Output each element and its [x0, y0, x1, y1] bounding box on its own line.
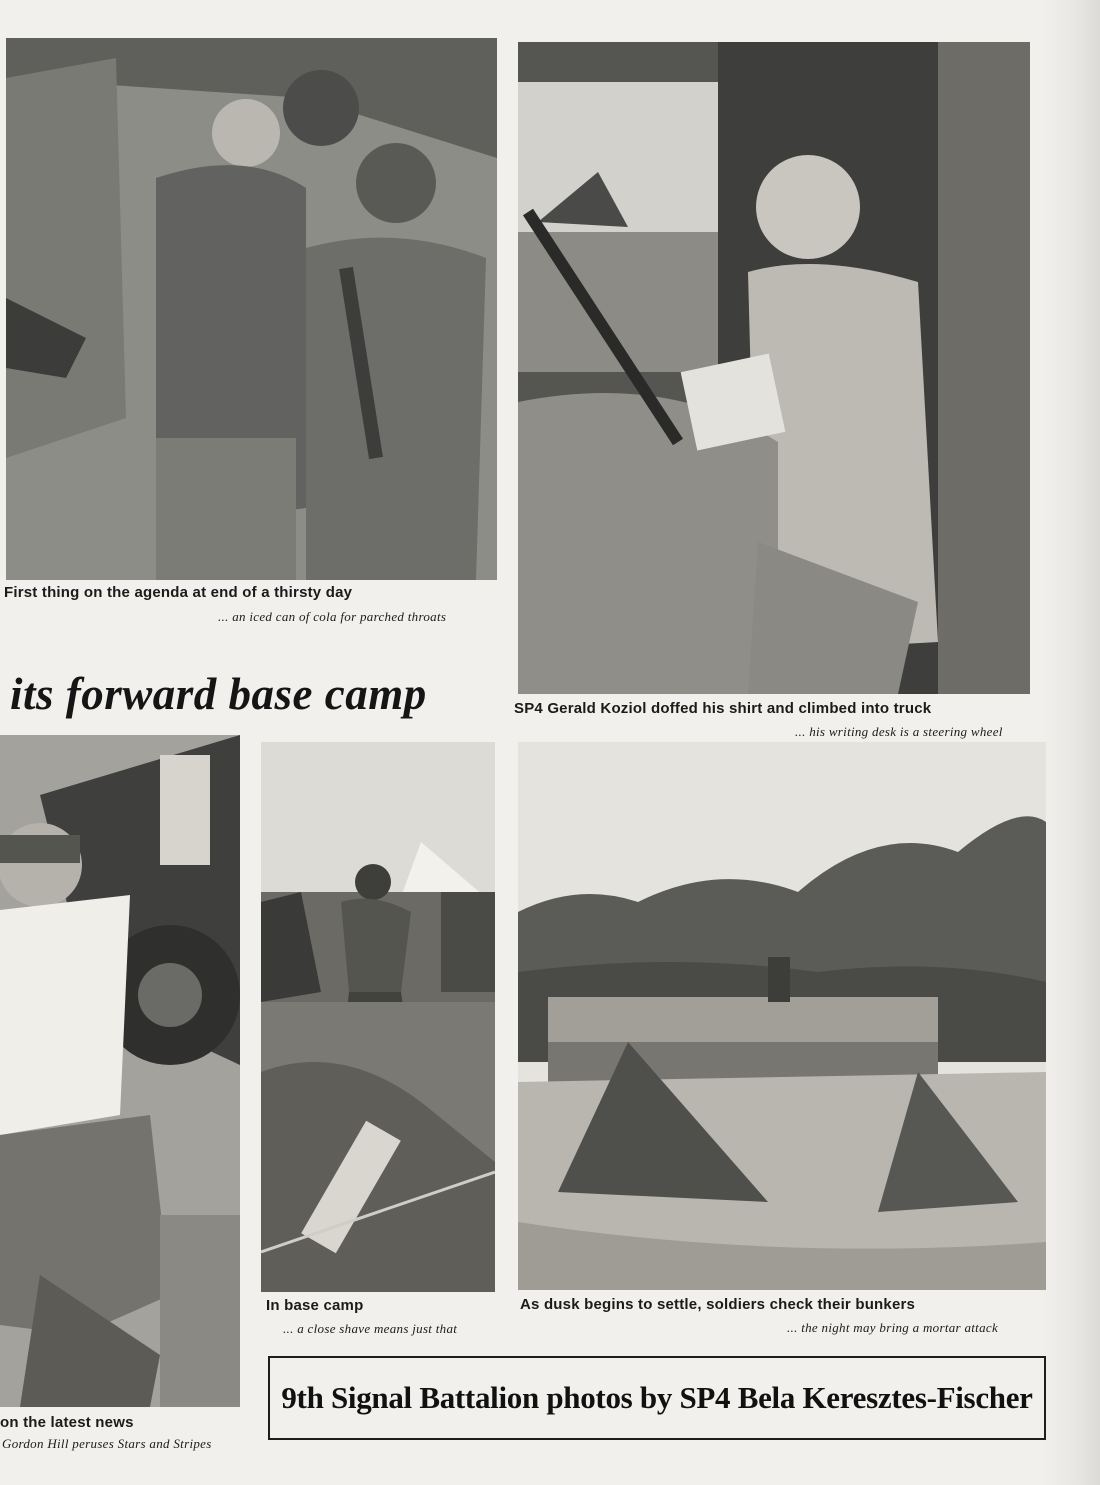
- photo5-subcaption: ... the night may bring a mortar attack: [787, 1320, 999, 1335]
- photo5-caption: As dusk begins to settle, soldiers check their bunkers: [520, 1296, 916, 1313]
- photo2-subcaption: ... his writing desk is a steering wheel: [795, 724, 1003, 739]
- page-edge-shadow: [1040, 0, 1100, 1485]
- photo3-caption: on the latest news: [0, 1414, 134, 1431]
- photo1-subcaption: ... an iced can of cola for parched throats: [218, 609, 447, 624]
- headline: its forward base camp: [10, 669, 427, 719]
- photo2-caption: SP4 Gerald Koziol doffed his shirt and climbed into truck: [514, 700, 932, 717]
- photo3-subcaption: Gordon Hill peruses Stars and Stripes: [2, 1436, 212, 1451]
- photo-bunkers-at-dusk: [518, 742, 1046, 1290]
- photo-soldiers-drinking: [6, 38, 497, 580]
- photo4-subcaption: ... a close shave means just that: [283, 1321, 458, 1336]
- photo4-caption: In base camp: [266, 1297, 364, 1314]
- photo-soldier-in-truck: [518, 42, 1030, 694]
- photo1-caption: First thing on the agenda at end of a thirsty day: [4, 584, 353, 601]
- photo-soldier-shaving: [261, 742, 495, 1292]
- photo-soldier-reading-news: [0, 735, 240, 1407]
- photo-credit: 9th Signal Battalion photos by SP4 Bela Keresztes-Fischer: [281, 1380, 1033, 1415]
- photo-credit-box: [268, 1356, 1046, 1440]
